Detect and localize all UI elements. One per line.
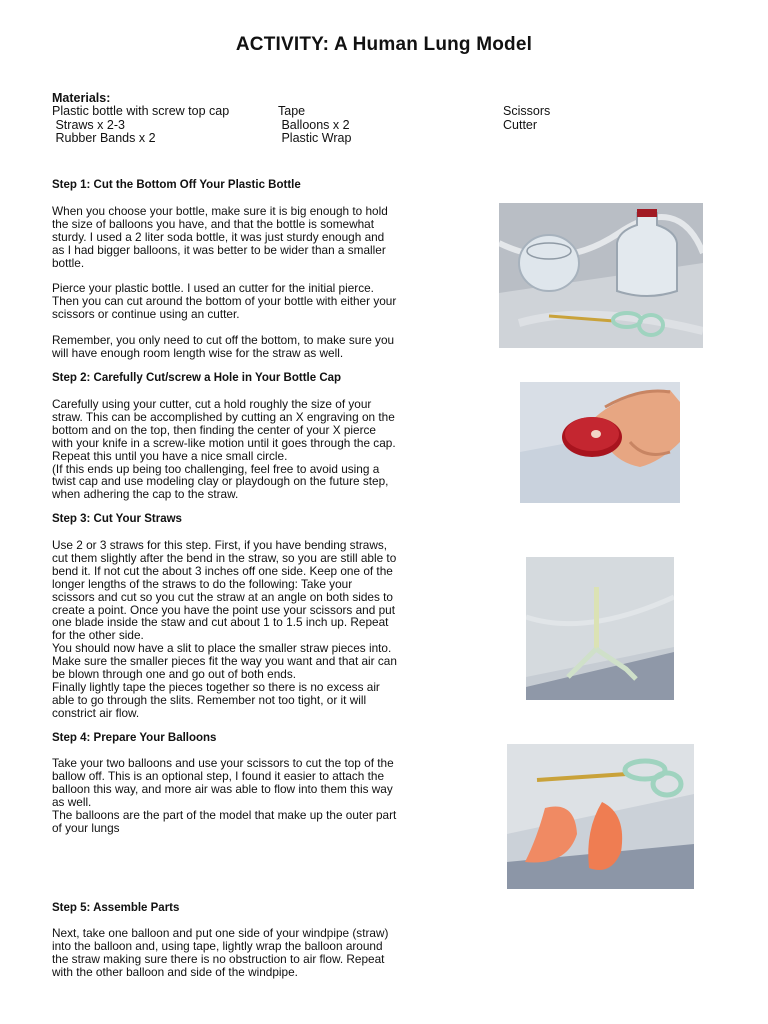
step-3-heading: Step 3: Cut Your Straws: [52, 513, 182, 525]
step-4-body: [52, 757, 462, 834]
text-line: for the other side.: [52, 628, 144, 643]
text-line: twist cap and use modeling clay or playdough on the future step,: [52, 474, 389, 489]
step-5-body: [52, 927, 462, 979]
text-line: Pierce your plastic bottle. I used an cutter for the initial pierce.: [52, 281, 374, 296]
text-line: will have enough room length wise for the straw as well.: [52, 345, 344, 360]
step-4-heading: Step 4: Prepare Your Balloons: [52, 732, 217, 744]
page-title: ACTIVITY: A Human Lung Model: [235, 34, 533, 55]
text-line: The balloons are the part of the model that make up the outer part: [52, 807, 397, 822]
step-2-body: [52, 398, 462, 501]
material-item: Straws x 2-3: [52, 117, 125, 132]
text-line: with the other balloon and side of the windpipe.: [52, 964, 298, 979]
materials-heading: Materials:: [52, 91, 111, 105]
material-item: Plastic Wrap: [278, 130, 352, 145]
text-line: Next, take one balloon and put one side of your windpipe (straw): [52, 926, 389, 940]
text-line: constrict air flow.: [52, 705, 140, 720]
bottle-cap-photo: [520, 382, 680, 503]
text-line: Take your two balloons and use your scissors to cut the top of the: [52, 756, 394, 770]
text-line: the size of balloons you have, and that the bottle is somewhat: [52, 216, 374, 231]
text-line: Repeat this until you have a nice small circle.: [52, 448, 288, 463]
step-5-heading: Step 5: Assemble Parts: [52, 902, 180, 914]
text-line: longer lengths of the straws to do the following: Take your: [52, 576, 353, 591]
materials-row: [52, 132, 612, 145]
material-item: Tape: [278, 104, 306, 119]
text-line: sturdy. I used a 2 liter soda bottle, it was just sturdy enough and: [52, 229, 385, 244]
materials-row: [52, 105, 612, 118]
text-line: scissors and cut so you cut the straw at an angle on both sides to: [52, 589, 393, 604]
text-line: bottle.: [52, 255, 85, 270]
text-line: of your lungs: [52, 820, 120, 835]
text-line: Finally lightly tape the pieces together so there is no excess air: [52, 679, 380, 694]
material-item: Scissors: [503, 104, 551, 119]
material-item: Rubber Bands x 2: [52, 130, 156, 145]
text-line: ballow off. This is an optional step, I found it easier to attach the: [52, 768, 385, 783]
material-item: Balloons x 2: [278, 117, 350, 132]
text-line: straw. This can be accomplished by cutting an X engraving on the: [52, 409, 395, 424]
text-line: into the balloon and, using tape, lightly wrap the balloon around: [52, 938, 383, 953]
text-line: as well.: [52, 794, 92, 809]
text-line: Then you can cut around the bottom of your bottle with either your: [52, 294, 397, 309]
text-line: cut them slightly after the bend in the straw, so you are still able to: [52, 550, 397, 565]
text-line: You should now have a slit to place the smaller straw pieces into.: [52, 641, 392, 656]
material-item: Cutter: [503, 117, 538, 132]
text-line: when adhering the cap to the straw.: [52, 487, 239, 502]
text-line: When you choose your bottle, make sure it is big enough to hold: [52, 204, 388, 218]
text-line: with your knife in a screw-like motion until it goes through the cap.: [52, 435, 396, 450]
text-line: as I had bigger balloons, it was better to be wider than a smaller: [52, 242, 386, 257]
text-line: (If this ends up being too challenging, feel free to avoid using a: [52, 461, 380, 476]
text-line: the straw making sure there is no obstruction to air flow. Repeat: [52, 951, 385, 966]
text-line: one blade inside the staw and cut about 1 to 1.5 inch up. Repeat: [52, 615, 389, 630]
text-line: Make sure the smaller pieces fit the way you want and that air can: [52, 654, 397, 669]
text-line: bottom and on the top, then finding the center of your X pierce: [52, 422, 376, 437]
text-line: be blown through one and go out of both ends.: [52, 667, 296, 682]
text-line: balloon this way, and more air was able to flow into them this way: [52, 781, 393, 796]
step-1-heading: Step 1: Cut the Bottom Off Your Plastic Bottle: [52, 179, 301, 191]
text-line: Use 2 or 3 straws for this step. First, if you have bending straws,: [52, 538, 388, 552]
bottle-photo: [499, 203, 703, 348]
material-item: Plastic bottle with screw top cap: [52, 104, 230, 119]
text-line: Remember, you only need to cut off the bottom, to make sure you: [52, 333, 395, 348]
step-1-body: [52, 205, 462, 360]
step-2-heading: Step 2: Carefully Cut/screw a Hole in Your Bottle Cap: [52, 372, 342, 384]
text-line: Carefully using your cutter, cut a hold roughly the size of your: [52, 397, 372, 411]
straws-photo: [526, 557, 674, 700]
materials-row: [52, 119, 612, 132]
balloons-photo: [507, 744, 694, 889]
text-line: create a point. Once you have the point use your scissors and put: [52, 602, 395, 617]
step-3-body: [52, 539, 462, 720]
text-line: able to go through the slits. Remember not too tight, or it will: [52, 692, 367, 707]
text-line: bend it. If not cut the about 3 inches off one side. Keep one of the: [52, 563, 393, 578]
materials-section: [52, 92, 612, 145]
text-line: scissors or continue using an cutter.: [52, 307, 240, 322]
